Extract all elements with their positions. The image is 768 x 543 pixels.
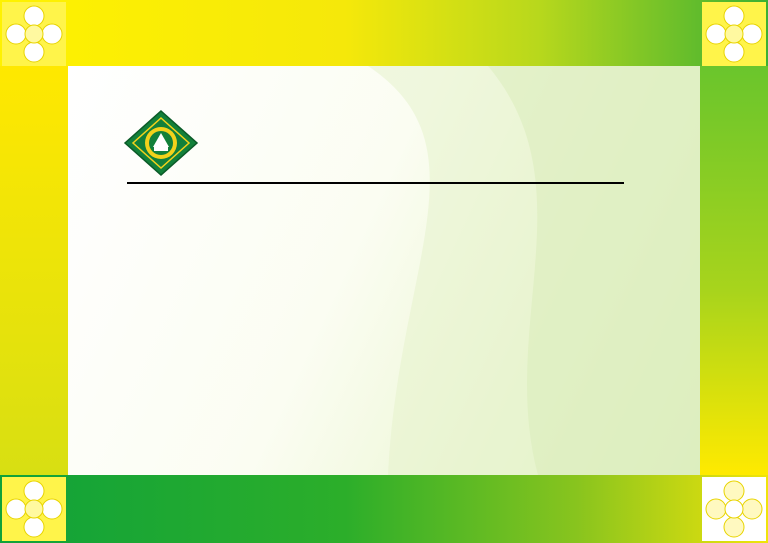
- header-divider: [127, 182, 624, 184]
- corner-flower-icon: [702, 2, 766, 66]
- corner-flower-icon: [2, 477, 66, 541]
- statement-paragraph: [86, 317, 686, 332]
- corner-flower-icon: [702, 477, 766, 541]
- left-ornament-column: [6, 70, 62, 472]
- bottom-ornament-row: [70, 482, 698, 536]
- madrasah-logo: [123, 109, 199, 177]
- right-ornament-column: [706, 70, 762, 472]
- top-ornament-row: [70, 6, 698, 60]
- corner-flower-icon: [2, 2, 66, 66]
